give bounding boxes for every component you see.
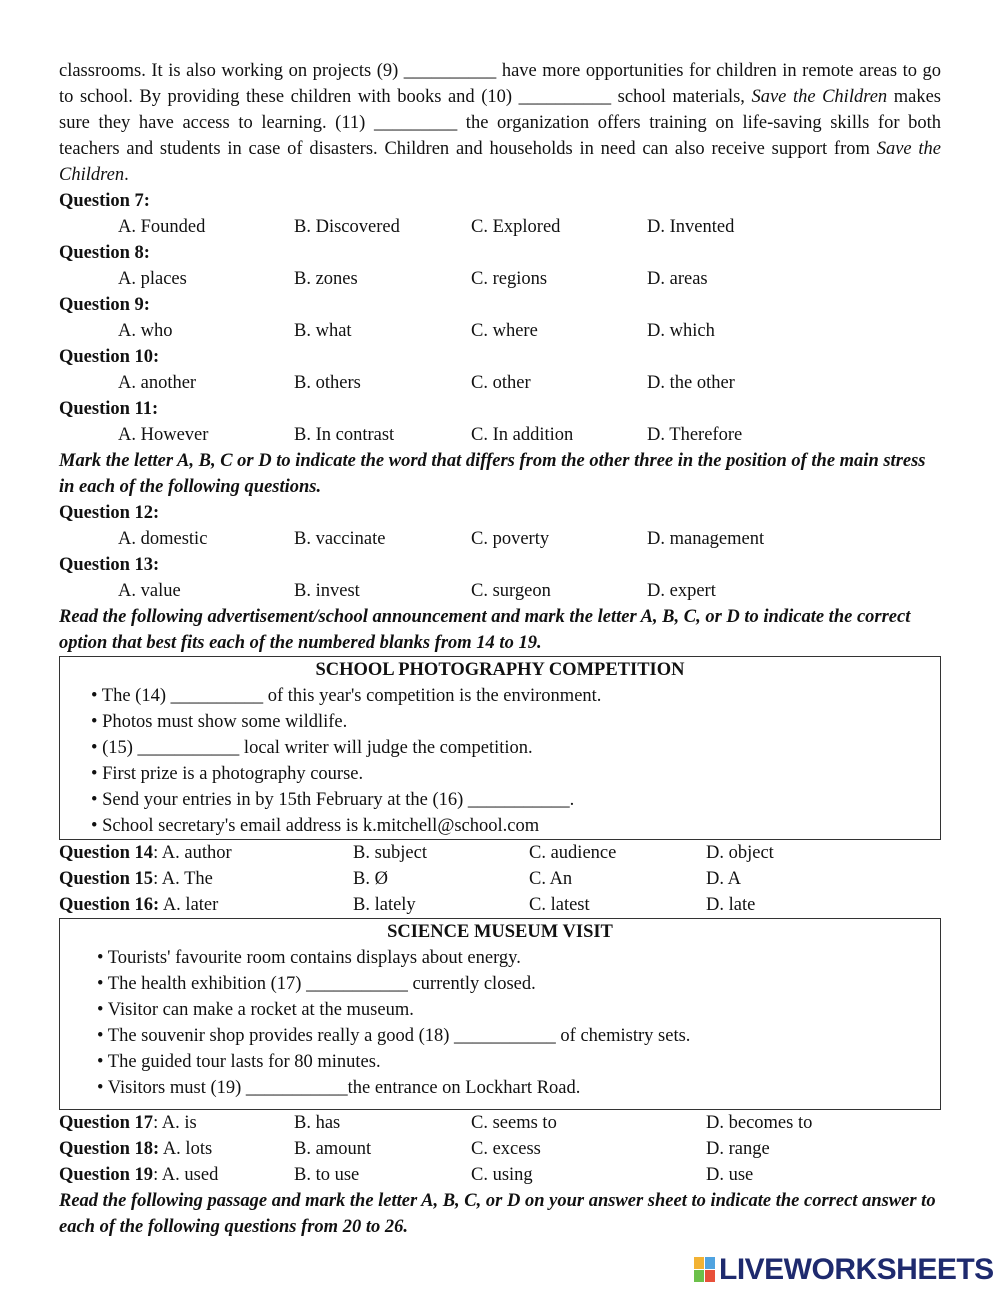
option-c[interactable]: C. poverty bbox=[471, 529, 550, 549]
question-7-label: Question 7: bbox=[59, 191, 150, 211]
option-d[interactable]: D. object bbox=[706, 843, 774, 863]
box-bullet: • Visitor can make a rocket at the museum. bbox=[97, 1000, 414, 1020]
question-11-label: Question 11: bbox=[59, 399, 159, 419]
logo-square bbox=[694, 1257, 704, 1269]
box-bullet: • School secretary's email address is k.mitchell@school.com bbox=[91, 816, 540, 836]
option-c[interactable]: C. regions bbox=[471, 269, 548, 289]
question-15-row bbox=[59, 866, 941, 892]
instruction-reading: Read the following passage and mark the letter A, B, C, or D on your answer sheet to indicate the correct answer to each of the following questions from 20 to 26. bbox=[59, 1191, 936, 1237]
question-14-row bbox=[59, 840, 941, 866]
question-12-label: Question 12: bbox=[59, 503, 160, 523]
question-9-options bbox=[59, 318, 941, 344]
option-d[interactable]: D. late bbox=[706, 895, 756, 915]
question-17-label: Question 17 bbox=[59, 1113, 154, 1133]
option-b[interactable]: B. invest bbox=[294, 581, 360, 601]
org-name: Save the Children bbox=[59, 139, 941, 185]
option-d[interactable]: D. the other bbox=[647, 373, 735, 393]
option-a[interactable]: A. later bbox=[159, 895, 219, 915]
question-group-7-11 bbox=[59, 188, 941, 448]
option-b[interactable]: B. lately bbox=[353, 895, 416, 915]
worksheet-page bbox=[59, 58, 941, 1240]
question-10-options bbox=[59, 370, 941, 396]
science-museum-box bbox=[59, 918, 941, 1110]
box-bullet: • (15) ___________ local writer will judge the competition. bbox=[91, 738, 533, 758]
option-c[interactable]: C. seems to bbox=[471, 1113, 557, 1133]
question-19-row bbox=[59, 1162, 941, 1188]
instruction-advertisement: Read the following advertisement/school announcement and mark the letter A, B, C, or D to indicate the correct option that best fits each of the numbered blanks from 14 to 19. bbox=[59, 607, 911, 653]
option-c[interactable]: C. using bbox=[471, 1165, 533, 1185]
question-18-row bbox=[59, 1136, 941, 1162]
option-b[interactable]: B. Ø bbox=[353, 869, 388, 889]
option-a[interactable]: : A. author bbox=[153, 843, 232, 863]
question-10-label: Question 10: bbox=[59, 347, 160, 367]
option-b[interactable]: B. to use bbox=[294, 1165, 360, 1185]
question-group-14-16 bbox=[59, 840, 941, 918]
logo-mark-icon bbox=[694, 1257, 716, 1283]
option-c[interactable]: C. surgeon bbox=[471, 581, 551, 601]
option-d[interactable]: D. use bbox=[706, 1165, 754, 1185]
option-b[interactable]: B. Discovered bbox=[294, 217, 400, 237]
option-a[interactable]: : A. used bbox=[153, 1165, 219, 1185]
option-b[interactable]: B. what bbox=[294, 321, 352, 341]
option-c[interactable]: C. audience bbox=[529, 843, 617, 863]
logo-text: LIVEWORKSHEETS bbox=[719, 1253, 994, 1286]
question-7-options bbox=[59, 214, 941, 240]
question-13-options bbox=[59, 578, 941, 604]
option-c[interactable]: C. excess bbox=[471, 1139, 541, 1159]
passage-part: makes sure they have access to learning. (11) _________ the organization offers training on life-saving skills for both teachers and students in case of disasters. Children and households in need can also receive support from bbox=[59, 87, 941, 159]
option-d[interactable]: D. Invented bbox=[647, 217, 735, 237]
logo-square bbox=[694, 1270, 704, 1282]
option-a[interactable]: A. domestic bbox=[118, 529, 208, 549]
question-18-label: Question 18: bbox=[59, 1139, 160, 1159]
option-c[interactable]: C. An bbox=[529, 869, 573, 889]
option-a[interactable]: A. value bbox=[118, 581, 181, 601]
option-a[interactable]: A. who bbox=[118, 321, 173, 341]
question-12-options bbox=[59, 526, 941, 552]
box-bullet: • The guided tour lasts for 80 minutes. bbox=[97, 1052, 381, 1072]
option-c[interactable]: C. In addition bbox=[471, 425, 574, 445]
option-d[interactable]: D. expert bbox=[647, 581, 716, 601]
box-title: SCHOOL PHOTOGRAPHY COMPETITION bbox=[315, 660, 685, 680]
option-d[interactable]: D. management bbox=[647, 529, 765, 549]
option-a[interactable]: A. another bbox=[118, 373, 197, 393]
logo-square bbox=[705, 1257, 715, 1269]
question-group-12-13 bbox=[59, 500, 941, 604]
question-16-row bbox=[59, 892, 941, 918]
passage-text bbox=[59, 58, 941, 188]
option-b[interactable]: B. others bbox=[294, 373, 361, 393]
question-13-label: Question 13: bbox=[59, 555, 160, 575]
option-a[interactable]: A. places bbox=[118, 269, 187, 289]
option-a[interactable]: : A. The bbox=[153, 869, 213, 889]
option-c[interactable]: C. latest bbox=[529, 895, 590, 915]
option-d[interactable]: D. range bbox=[706, 1139, 770, 1159]
liveworksheets-logo bbox=[694, 1254, 994, 1286]
option-a[interactable]: : A. is bbox=[153, 1113, 197, 1133]
option-a[interactable]: A. However bbox=[118, 425, 209, 445]
question-group-17-19 bbox=[59, 1110, 941, 1188]
box-bullet: • The (14) __________ of this year's competition is the environment. bbox=[91, 686, 602, 706]
box-title: SCIENCE MUSEUM VISIT bbox=[387, 922, 613, 942]
option-b[interactable]: B. vaccinate bbox=[294, 529, 386, 549]
logo-square bbox=[705, 1270, 715, 1282]
option-d[interactable]: D. areas bbox=[647, 269, 708, 289]
option-b[interactable]: B. amount bbox=[294, 1139, 372, 1159]
option-c[interactable]: C. Explored bbox=[471, 217, 561, 237]
box-bullet: • The health exhibition (17) ___________ currently closed. bbox=[97, 974, 536, 994]
question-14-label: Question 14 bbox=[59, 843, 154, 863]
option-d[interactable]: D. which bbox=[647, 321, 715, 341]
question-16-label: Question 16: bbox=[59, 895, 160, 915]
option-d[interactable]: D. A bbox=[706, 869, 741, 889]
org-name: Save the Children bbox=[751, 87, 888, 107]
instruction-stress: Mark the letter A, B, C or D to indicate the word that differs from the other three in the position of the main stress in each of the following questions. bbox=[59, 451, 926, 497]
option-c[interactable]: C. other bbox=[471, 373, 531, 393]
box-bullet: • Photos must show some wildlife. bbox=[91, 712, 348, 732]
question-15-label: Question 15 bbox=[59, 869, 154, 889]
option-d[interactable]: D. becomes to bbox=[706, 1113, 813, 1133]
option-b[interactable]: B. zones bbox=[294, 269, 358, 289]
option-d[interactable]: D. Therefore bbox=[647, 425, 743, 445]
option-b[interactable]: B. subject bbox=[353, 843, 427, 863]
box-bullet: • Send your entries in by 15th February at the (16) ___________. bbox=[91, 790, 575, 810]
question-8-options bbox=[59, 266, 941, 292]
box-bullet: • First prize is a photography course. bbox=[91, 764, 364, 784]
option-b[interactable]: B. has bbox=[294, 1113, 341, 1133]
option-c[interactable]: C. where bbox=[471, 321, 538, 341]
question-19-label: Question 19 bbox=[59, 1165, 154, 1185]
photography-competition-box bbox=[59, 656, 941, 840]
option-b[interactable]: B. In contrast bbox=[294, 425, 395, 445]
option-a[interactable]: A. Founded bbox=[118, 217, 206, 237]
question-8-label: Question 8: bbox=[59, 243, 150, 263]
passage-part: classrooms. It is also working on projects (9) __________ have more opportunities for children in remote areas to go to school. By providing these children with books and (10) __________ school materials, bbox=[59, 61, 941, 107]
question-11-options bbox=[59, 422, 941, 448]
box-bullet: • Visitors must (19) ___________the entrance on Lockhart Road. bbox=[97, 1078, 581, 1098]
question-9-label: Question 9: bbox=[59, 295, 150, 315]
option-a[interactable]: A. lots bbox=[159, 1139, 213, 1159]
box-bullet: • The souvenir shop provides really a good (18) ___________ of chemistry sets. bbox=[97, 1026, 691, 1046]
box-bullet: • Tourists' favourite room contains displays about energy. bbox=[97, 948, 521, 968]
passage-part: . bbox=[124, 165, 129, 185]
question-17-row bbox=[59, 1110, 941, 1136]
